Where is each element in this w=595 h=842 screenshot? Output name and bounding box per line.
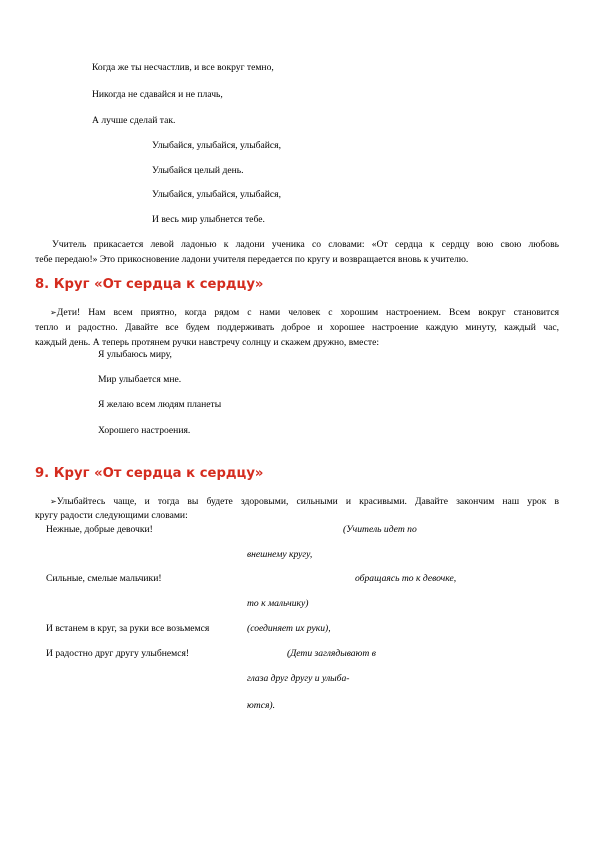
- poem-line: Никогда не сдавайся и не плачь,: [92, 89, 223, 100]
- stage-direction: (соединяет их руки),: [247, 623, 331, 634]
- stage-direction: обращаясь то к девочке,: [355, 573, 457, 584]
- paragraph-line: тебе передаю!» Это прикосновение ладони учителя передается по кругу и возвращается вновь к учителю.: [35, 254, 469, 265]
- section-heading: 9. Круг «От сердца к сердцу»: [35, 466, 264, 481]
- stage-direction: глаза друг другу и улыба-: [247, 673, 350, 684]
- paragraph-line: кругу радости следующими словами:: [35, 510, 188, 521]
- poem-line: И весь мир улыбнется тебе.: [152, 214, 265, 225]
- arrow-bullet-icon: ➢: [50, 497, 57, 506]
- poem-line: Улыбайся целый день.: [152, 165, 244, 176]
- verse-line: И радостно друг другу улыбнемся!: [46, 648, 190, 659]
- paragraph-text: Дети! Нам всем приятно, когда рядом с нами человек с хорошим настроением. Всем вокруг становится: [56, 307, 559, 318]
- arrow-bullet-icon: ➢: [50, 308, 57, 317]
- section-heading: 8. Круг «От сердца к сердцу»: [35, 277, 264, 292]
- verse-line: И встанем в круг, за руки все возьмемся: [46, 623, 210, 634]
- paragraph-line: Учитель прикасается левой ладонью к ладони ученика со словами: «От сердца к сердцу вою свою любовь: [52, 239, 559, 250]
- paragraph-text: Улыбайтесь чаще, и тогда вы будете здоровыми, сильными и красивыми. Давайте закончим наш урок в: [56, 496, 559, 507]
- paragraph-line: [50, 307, 559, 318]
- poem-line: Хорошего настроения.: [98, 425, 191, 436]
- poem-line: Я желаю всем людям планеты: [98, 399, 222, 410]
- poem-line: Улыбайся, улыбайся, улыбайся,: [152, 189, 281, 200]
- poem-line: Когда же ты несчастлив, и все вокруг темно,: [92, 62, 274, 73]
- stage-direction: (Учитель идет по: [343, 524, 417, 535]
- verse-line: Сильные, смелые мальчики!: [46, 573, 162, 584]
- poem-line: Мир улыбается мне.: [98, 374, 182, 385]
- verse-line: Нежные, добрые девочки!: [46, 524, 153, 535]
- poem-line: Улыбайся, улыбайся, улыбайся,: [152, 140, 281, 151]
- poem-line: А лучше сделай так.: [92, 115, 176, 126]
- paragraph-line: [50, 496, 559, 507]
- stage-direction: внешнему кругу,: [247, 549, 313, 560]
- stage-direction: ются).: [247, 700, 276, 711]
- paragraph-line: тепло и радостно. Давайте все будем поддерживать доброе и хорошее настроение каждую минуту, каждый час,: [35, 322, 559, 333]
- paragraph-line: каждый день. А теперь протянем ручки навстречу солнцу и скажем дружно, вместе:: [35, 337, 380, 348]
- stage-direction: то к мальчику): [247, 598, 309, 609]
- poem-line: Я улыбаюсь миру,: [98, 349, 172, 360]
- stage-direction: (Дети заглядывают в: [287, 648, 376, 659]
